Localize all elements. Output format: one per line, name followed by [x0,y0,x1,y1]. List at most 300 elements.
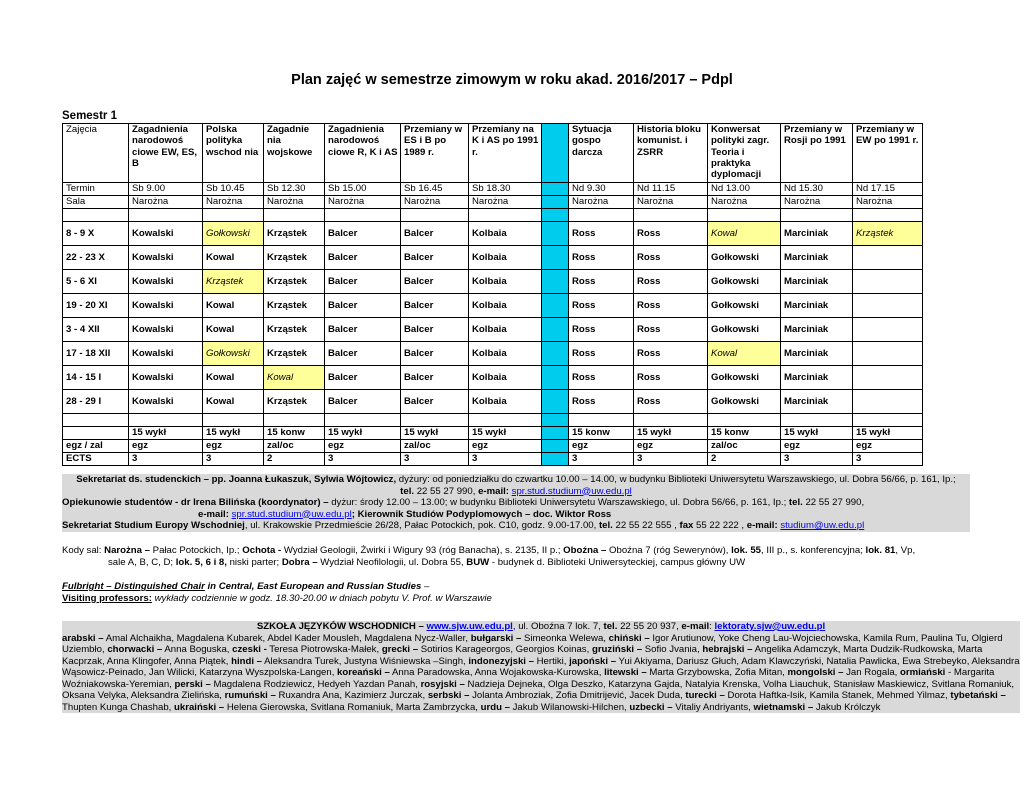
schedule-cell: Balcer [401,366,469,390]
separator-cell [542,222,569,246]
schedule-cell: Narożna [325,196,401,209]
schedule-cell: 3 [129,453,203,466]
schedule-cell: Ross [634,222,708,246]
fulbright-title-rest: in Central, East European and Russian Studies [204,581,422,592]
teacher-list: Aleksandra Turek, Justyna Wiśniewska –Singh, [262,655,469,667]
schedule-cell: 15 wykł [401,427,469,440]
schedule-cell: Ross [634,270,708,294]
ses-fax-label: fax [676,520,694,531]
schedule-cell [853,414,923,427]
schedule-cell [853,209,923,222]
schedule-cell: egz [325,440,401,453]
schedule-cell [401,209,469,222]
teacher-list: Sotirios Karageorgos, Georgios Koinas, [418,644,592,655]
schedule-cell [129,209,203,222]
language-name: japoński – [569,655,617,667]
secretariat-email-link[interactable]: spr.stud.studium@uw.edu.pl [511,485,632,497]
teacher-list: - Margarita Woźniakowska-Yeremian, [62,667,995,690]
schedule-cell: Narożna [708,196,781,209]
schedule-cell [781,414,853,427]
schedule-cell: egz [203,440,264,453]
separator-cell [542,196,569,209]
schedule-cell: 3 [569,453,634,466]
schedule-cell: Gołkowski [203,342,264,366]
advisors-tel: 22 55 27 990, [802,497,865,508]
ses-tel-label: tel. [596,520,613,531]
row-date-3 [63,294,923,318]
schedule-cell: Gołkowski [708,246,781,270]
schedule-cell: Kowal [203,318,264,342]
head-of-studies: ; Kierownik Studiów Podyplomowych – doc. Wiktor Ross [351,508,612,520]
row-label [63,414,129,427]
row-label: Zajęcia [63,124,129,183]
schedule-cell: Kolbaia [469,342,542,366]
schedule-cell: Przemiany w EW po 1991 r. [853,124,923,183]
schedule-cell: egz [853,440,923,453]
room-codes-line-1 [62,545,1002,557]
language-name: hindi – [231,655,262,667]
teacher-list: Jakub Królczyk [813,701,881,713]
advisors-email-link[interactable]: spr.stud.studium@uw.edu.pl [231,508,352,520]
language-name: hebrajski – [702,644,753,655]
code-ochota-desc: Wydział Geologii, Żwirki i Wigury 93 (róg Banacha), s. 2135, II p.; [281,545,564,556]
schedule-cell: Zagadnie nia wojskowe [264,124,325,183]
schedule-cell: Narożna [401,196,469,209]
language-name: grecki – [381,644,419,655]
schedule-cell [129,414,203,427]
schedule-cell: Ross [569,390,634,414]
language-name: chorwacki – [107,644,163,655]
school-address: , ul. Oboźna 7 lok. 7, [512,621,604,632]
secretariat-tel: 22 55 27 990, [414,485,479,497]
advisors-tel-label: tel. [786,497,803,508]
schedule-cell: Krząstek [203,270,264,294]
language-name: urdu – [480,701,510,713]
room-codes [62,545,1002,568]
teacher-list: Angelika Adamczyk, Marta Dudzik-Rudkowska, Marta Kacprzak, Anna Klingofer, Anna Piątek, [62,644,983,667]
separator-cell [542,342,569,366]
secretariat-tel-label: tel. [400,485,415,497]
language-name: litewski – [604,667,647,678]
schedule-cell: Narożna [781,196,853,209]
schedule-cell [781,209,853,222]
schedule-cell: Kolbaia [469,270,542,294]
code-dobra-desc: Wydział Neofilologii, ul. Dobra 55, [317,556,467,568]
teacher-list: Amal Alchaikha, Magdalena Kubarek, Abdel Kader Mousleh, Magdalena Nycz-Waller, [103,632,471,644]
schedule-cell: Marciniak [781,318,853,342]
row-label: 22 - 23 X [63,246,129,270]
ses-tel: 22 55 22 555 , [612,520,677,531]
language-name: bułgarski – [470,632,522,644]
schedule-cell: Przemiany na K i AS po 1991 r. [469,124,542,183]
schedule-cell: 3 [325,453,401,466]
schedule-cell: Gołkowski [203,222,264,246]
schedule-cell: Krząstek [853,222,923,246]
teacher-list: Vitaliy Andriyants, [672,701,754,713]
schedule-cell: Kowalski [129,246,203,270]
schedule-cell: Nd 9.30 [569,183,634,196]
teacher-list: Jan Rogala, [843,667,901,678]
schedule-cell: Kolbaia [469,294,542,318]
school-tel-label: tel. [603,621,618,632]
schedule-cell: Sb 12.30 [264,183,325,196]
teacher-list: Marta Grzybowska, Zofia Mitan, [646,667,788,678]
language-name: ukraiński – [174,701,225,713]
schedule-cell: egz [781,440,853,453]
schedule-cell: Gołkowski [708,390,781,414]
schedule-cell: Kowalski [129,294,203,318]
row-label: 14 - 15 I [63,366,129,390]
separator-cell [542,440,569,453]
schedule-cell: zal/oc [401,440,469,453]
school-tel: 22 55 20 937, [617,621,682,632]
schedule-cell [325,209,401,222]
schedule-cell: Krząstek [264,318,325,342]
schedule-cell: Marciniak [781,246,853,270]
fulbright-note [62,581,492,604]
schedule-cell: Balcer [325,270,401,294]
fulbright-title-end: – [421,581,430,592]
schedule-cell: Ross [634,246,708,270]
row-label [63,209,129,222]
schedule-cell [853,246,923,270]
code-buw-desc: - budynek d. Biblioteki Uniwersyteckiej, campus główny UW [489,556,746,568]
schedule-cell: Kowalski [129,366,203,390]
code-lok568: lok. 5, 6 i 8, [175,556,227,568]
schedule-body [63,124,923,466]
schedule-cell [853,366,923,390]
separator-cell [542,390,569,414]
schedule-cell: 2 [708,453,781,466]
code-lok81-desc: , Vp, [895,545,916,556]
ses-text: , ul. Krakowskie Przedmieście 26/28, Pałac Potockich, pok. C10, godz. 9.00-17.00, [244,520,597,531]
schedule-cell: 15 wykł [781,427,853,440]
schedule-cell [708,414,781,427]
schedule-table [62,123,923,466]
schedule-cell: Gołkowski [708,294,781,318]
row-ects [63,453,923,466]
schedule-cell: Krząstek [264,270,325,294]
schedule-cell: Kowal [203,246,264,270]
advisors-email-label: e-mail: [198,508,229,520]
schedule-cell: Narożna [853,196,923,209]
schedule-cell [264,209,325,222]
schedule-cell: Ross [569,270,634,294]
language-school [62,621,1020,713]
code-obozna-desc: Oboźna 7 (róg Sewerynów), [606,545,732,556]
schedule-cell [264,414,325,427]
schedule-cell: Nd 15.30 [781,183,853,196]
schedule-cell: Marciniak [781,390,853,414]
secretariat-email-label: e-mail: [478,485,509,497]
schedule-cell: Sb 15.00 [325,183,401,196]
language-school-header [62,621,1020,633]
schedule-cell: Ross [569,342,634,366]
fulbright-title [62,581,492,593]
separator-cell [542,209,569,222]
ses-fax: 55 22 222 , [693,520,745,531]
row-label: Termin [63,183,129,196]
schedule-cell: Sb 9.00 [129,183,203,196]
row-label: 3 - 4 XII [63,318,129,342]
schedule-cell: Kowalski [129,390,203,414]
schedule-cell: Marciniak [781,294,853,318]
schedule-cell: Nd 13.00 [708,183,781,196]
row-date-2 [63,270,923,294]
schedule-cell: Konwersat polityki zagr. Teoria i praktyka dyplomacji [708,124,781,183]
row-date-6 [63,366,923,390]
schedule-cell: Ross [634,366,708,390]
ses-label: Sekretariat Studium Europy Wschodniej [62,520,245,531]
row-date-0 [63,222,923,246]
teacher-list: Sofio Jvania, [642,644,703,655]
schedule-cell [853,390,923,414]
row-label: ECTS [63,453,129,466]
page-title: Plan zajęć w semestrze zimowym w roku akad. 2016/2017 – Pdpl [291,72,733,88]
schedule-cell: Narożna [469,196,542,209]
row-label: 19 - 20 XI [63,294,129,318]
schedule-cell: Narożna [129,196,203,209]
teacher-list: Jakub Wilanowski-Hilchen, [509,701,630,713]
separator-cell [542,318,569,342]
schedule-cell: Ross [634,342,708,366]
row-termin [63,183,923,196]
language-name: koreański – [337,667,390,678]
teacher-list: Helena Gierowska, Svitlana Romaniuk, Marta Zambrzycka, [224,701,481,713]
schedule-cell: Narożna [264,196,325,209]
code-narozna-desc: Pałac Potockich, Ip.; [150,545,243,556]
row-sala [63,196,923,209]
schedule-cell [634,209,708,222]
schedule-cell: Zagadnienia narodowoś ciowe EW, ES, B [129,124,203,183]
schedule-cell: Marciniak [781,342,853,366]
schedule-cell: Narożna [634,196,708,209]
teacher-list: Dorota Haftka-Isik, Kamila Stanek, Mehmed Yilmaz, [724,690,951,701]
schedule-cell: 15 wykł [469,427,542,440]
schedule-cell [569,414,634,427]
schedule-cell: Historia bloku komunist. i ZSRR [634,124,708,183]
code-ochota: Ochota - [242,545,282,556]
schedule-cell: 15 wykł [634,427,708,440]
visiting-professors [62,593,492,605]
schedule-cell: 3 [203,453,264,466]
row-date-5 [63,342,923,366]
schedule-cell: Kolbaia [469,366,542,390]
schedule-cell: Balcer [401,294,469,318]
schedule-cell: zal/oc [708,440,781,453]
language-name: tybetański – [950,690,1006,701]
teacher-list: Yui Akiyama, Dariusz Głuch, Adam Klawczyński, Natalia Pawlicka, Ewa Strebeyko, Aleksandra Wąsowicz-Peinado, Jan Wilicki, Katarzyna Wyszpolska-Langen, [62,655,1020,678]
schedule-cell: 3 [634,453,708,466]
language-name: indonezyjski – [468,655,534,667]
schedule-cell: Ross [569,318,634,342]
schedule-cell [203,414,264,427]
schedule-cell: Marciniak [781,222,853,246]
schedule-cell: Balcer [325,390,401,414]
school-name: SZKOŁA JĘZYKÓW WSCHODNICH – [256,621,427,632]
separator-cell [542,183,569,196]
schedule-cell [708,209,781,222]
code-lok568-desc: niski parter; [226,556,282,568]
row-form [63,440,923,453]
schedule-cell: Kowal [203,390,264,414]
schedule-cell: 2 [264,453,325,466]
schedule-cell: Polska polityka wschod nia [203,124,264,183]
schedule-cell: Krząstek [264,222,325,246]
row-label: 5 - 6 XI [63,270,129,294]
schedule-cell: Kowalski [129,318,203,342]
schedule-cell: Kowal [708,222,781,246]
schedule-cell: Ross [634,390,708,414]
schedule-cell [469,414,542,427]
teacher-list: Teresa Piotrowska-Małek, [266,644,382,655]
schedule-cell: Kowal [203,294,264,318]
schedule-cell: Balcer [401,270,469,294]
row-date-7 [63,390,923,414]
language-teachers [62,633,1020,714]
school-email-colon: : [709,621,715,632]
secretariat-text: dyżury: od poniedziałku do czwartku 10.00 – 14.00, w budynku Biblioteki Uniwersytetu Warszawskiego, ul. Dobra 56/66, p. 161, Ip.; [396,474,956,485]
separator-cell [542,427,569,440]
language-name: perski – [174,678,211,690]
schedule-cell: 15 wykł [203,427,264,440]
schedule-cell: Kowal [203,366,264,390]
schedule-cell: Marciniak [781,270,853,294]
schedule-cell: 15 wykł [853,427,923,440]
schedule-cell [634,414,708,427]
language-name: turecki – [685,690,725,701]
row-label: egz / zal [63,440,129,453]
row-header [63,124,923,183]
schedule-cell: Narożna [203,196,264,209]
row-label: 17 - 18 XII [63,342,129,366]
language-name: czeski - [232,644,267,655]
schedule-cell: Balcer [401,342,469,366]
schedule-cell: Kowalski [129,222,203,246]
schedule-cell: Przemiany w Rosji po 1991 [781,124,853,183]
language-name: gruziński – [591,644,643,655]
secretariat-line [62,474,970,497]
schedule-cell: Marciniak [781,366,853,390]
code-rooms: sale A, B, C, D; [108,556,176,568]
advisors-line [62,497,970,520]
schedule-cell: Balcer [325,294,401,318]
schedule-cell: Gołkowski [708,366,781,390]
ses-email-link[interactable]: studium@uw.edu.pl [780,520,865,531]
teacher-list: Hertiki, [533,655,570,667]
schedule-cell: Balcer [401,318,469,342]
schedule-cell: 3 [853,453,923,466]
schedule-cell: Ross [569,246,634,270]
row-label: Sala [63,196,129,209]
schedule-cell: Sb 18.30 [469,183,542,196]
teacher-list: Jolanta Ambroziak, Zofia Dmitrijević, Jacek Duda, [469,690,686,701]
schedule-cell: Krząstek [264,390,325,414]
schedule-cell: Kowalski [129,342,203,366]
school-email-link[interactable]: lektoraty.sjw@uw.edu.pl [714,621,826,632]
schedule-cell: Kolbaia [469,246,542,270]
schedule-cell: Balcer [325,222,401,246]
row-date-1 [63,246,923,270]
row-label: 28 - 29 I [63,390,129,414]
schedule-cell: Nd 11.15 [634,183,708,196]
language-name: rosyjski – [420,678,465,690]
teacher-list: Igor Arutiunow, Yoke Cheng Lau-Wojciechowska, Kamila Rum, Paulina Tu, Olgierd Uziembło, [62,632,1003,655]
separator-cell [542,414,569,427]
room-codes-intro: Kody sal: [62,545,105,556]
schedule-cell: egz [469,440,542,453]
code-lok81: lok. 81 [865,545,896,556]
schedule-cell: Sb 10.45 [203,183,264,196]
schedule-cell: Ross [569,222,634,246]
separator-cell [542,366,569,390]
room-codes-line-2 [62,557,1002,569]
contact-info [62,474,970,532]
teacher-list: Nadzieja Dejneka, Olga Deszko, Katarzyna Gajda, Natalyia Krenska, Volha Liauchuk, Stanisław Maskiewicz, Svitlana Romaniuk, Oksana Velyka, Aleksandra Zielińska, [62,678,1015,701]
schedule-cell: Balcer [401,246,469,270]
schedule-cell: Balcer [401,222,469,246]
schedule-cell: Ross [634,294,708,318]
row-blank-1 [63,209,923,222]
school-www-link[interactable]: www.sjw.uw.edu.pl [426,621,513,632]
teacher-list: Ruxandra Ana, Kazimierz Jurczak, [275,690,428,701]
teacher-list: Simeonka Welewa, [521,632,609,644]
schedule-cell: egz [634,440,708,453]
schedule-cell: Przemiany w ES i B po 1989 r. [401,124,469,183]
schedule-cell: Zagadnienia narodowoś ciowe R, K i AS [325,124,401,183]
language-name: arabski – [62,632,104,644]
schedule-cell: Sytuacja gospo darcza [569,124,634,183]
schedule-cell: 15 wykł [129,427,203,440]
row-blank-2 [63,414,923,427]
schedule-cell [325,414,401,427]
schedule-cell [853,294,923,318]
code-obozna: Oboźna – [563,545,607,556]
schedule-cell [203,209,264,222]
schedule-cell: Balcer [325,246,401,270]
teacher-list: Thupten Kunga Chashab, [62,701,175,713]
schedule-cell: 15 konw [708,427,781,440]
code-lok55: lok. 55 [731,545,762,556]
schedule-cell: Kowalski [129,270,203,294]
schedule-cell: Kowal [264,366,325,390]
separator-cell [542,294,569,318]
ses-email-label: e-mail: [744,520,778,531]
schedule-cell [853,270,923,294]
visiting-label: Visiting professors: [62,592,152,604]
row-label: 8 - 9 X [63,222,129,246]
schedule-cell: 3 [401,453,469,466]
schedule-cell: Gołkowski [708,270,781,294]
schedule-cell: Sb 16.45 [401,183,469,196]
schedule-cell: Kolbaia [469,318,542,342]
schedule-cell: Balcer [325,342,401,366]
language-name: mongolski – [787,667,844,678]
fulbright-title-main: Fulbright – Distinguished Chair [62,581,205,592]
schedule-cell: 15 wykł [325,427,401,440]
secretariat-label: Sekretariat ds. studenckich – pp. Joanna Łukaszuk, Sylwia Wójtowicz, [76,474,397,485]
schedule-cell: egz [129,440,203,453]
schedule-cell: Balcer [401,390,469,414]
ses-line [62,520,970,532]
code-narozna: Narożna – [104,545,150,556]
schedule-cell [569,209,634,222]
schedule-cell [469,209,542,222]
language-name: ormiański [900,667,946,678]
teacher-list: Anna Paradowska, Anna Wojakowska-Kurowska, [389,667,605,678]
teacher-list: Magdalena Rodziewicz, Hedyeh Yazdan Panah, [210,678,421,690]
separator-cell [542,453,569,466]
